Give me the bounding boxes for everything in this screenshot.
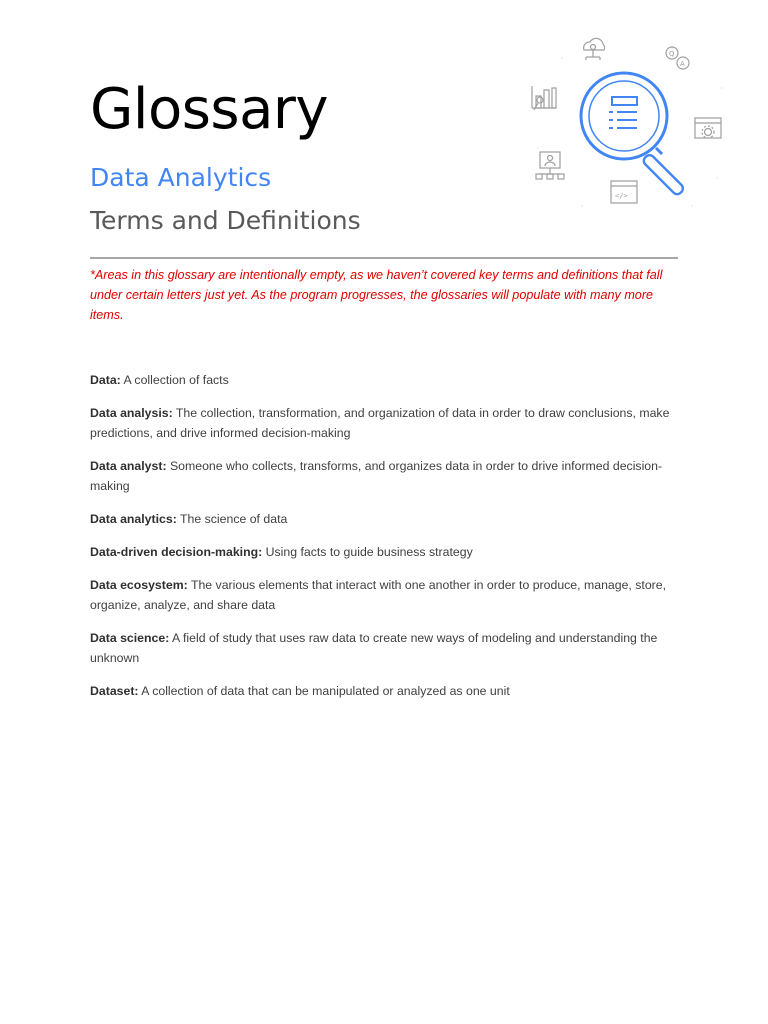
magnifying-glass-icon: [581, 73, 685, 196]
document-list-icon: [609, 97, 637, 128]
glossary-illustration: [522, 28, 737, 214]
glossary-list: [90, 370, 682, 714]
glossary-entry: [90, 456, 682, 496]
glossary-entry: [90, 509, 682, 529]
glossary-definition: The science of data: [176, 512, 288, 526]
user-network-icon: [536, 152, 564, 179]
glossary-definition: The various elements that interact with one another in order to produce, manage, store, organize, analyze, and share data: [90, 578, 667, 612]
glossary-entry: [90, 628, 682, 668]
glossary-term: Data analysis:: [90, 406, 173, 420]
glossary-term: Data ecosystem:: [90, 578, 188, 592]
cloud-network-icon: [584, 38, 605, 60]
page-heading: Terms and Definitions: [90, 206, 361, 235]
glossary-definition: The collection, transformation, and organization of data in order to draw conclusions, make predictions, and drive informed decision-making: [90, 406, 670, 440]
glossary-term: Dataset:: [90, 684, 139, 698]
chat-bubbles-icon: [666, 47, 689, 69]
glossary-entry: [90, 370, 682, 390]
glossary-term: Data analytics:: [90, 512, 177, 526]
settings-window-icon: [695, 118, 721, 138]
code-window-icon: [611, 181, 637, 203]
glossary-entry: [90, 681, 682, 701]
glossary-entry: [90, 403, 682, 443]
glossary-term: Data-driven decision-making:: [90, 545, 263, 559]
svg-text:A: A: [680, 60, 685, 68]
glossary-term: Data:: [90, 373, 121, 387]
divider: [90, 257, 678, 259]
glossary-entry: [90, 575, 682, 615]
glossary-definition: Someone who collects, transforms, and organizes data in order to drive informed decision-making: [90, 459, 663, 493]
bar-chart-icon: [532, 86, 556, 110]
glossary-term: Data science:: [90, 631, 170, 645]
glossary-entry: [90, 542, 682, 562]
svg-text:Q: Q: [669, 50, 675, 58]
glossary-note: *Areas in this glossary are intentionally empty, as we haven’t covered key terms and definitions that fall under certain letters just yet. As the program progresses, the glossaries will populate with many more items.: [90, 268, 663, 322]
page-title: Glossary: [90, 77, 329, 142]
svg-text:</>: </>: [615, 192, 628, 200]
glossary-definition: A collection of facts: [120, 373, 229, 387]
glossary-term: Data analyst:: [90, 459, 167, 473]
page-subtitle: Data Analytics: [90, 163, 272, 192]
glossary-definition: A field of study that uses raw data to create new ways of modeling and understanding the unknown: [90, 631, 658, 665]
glossary-definition: Using facts to guide business strategy: [262, 545, 473, 559]
glossary-definition: A collection of data that can be manipulated or analyzed as one unit: [138, 684, 510, 698]
